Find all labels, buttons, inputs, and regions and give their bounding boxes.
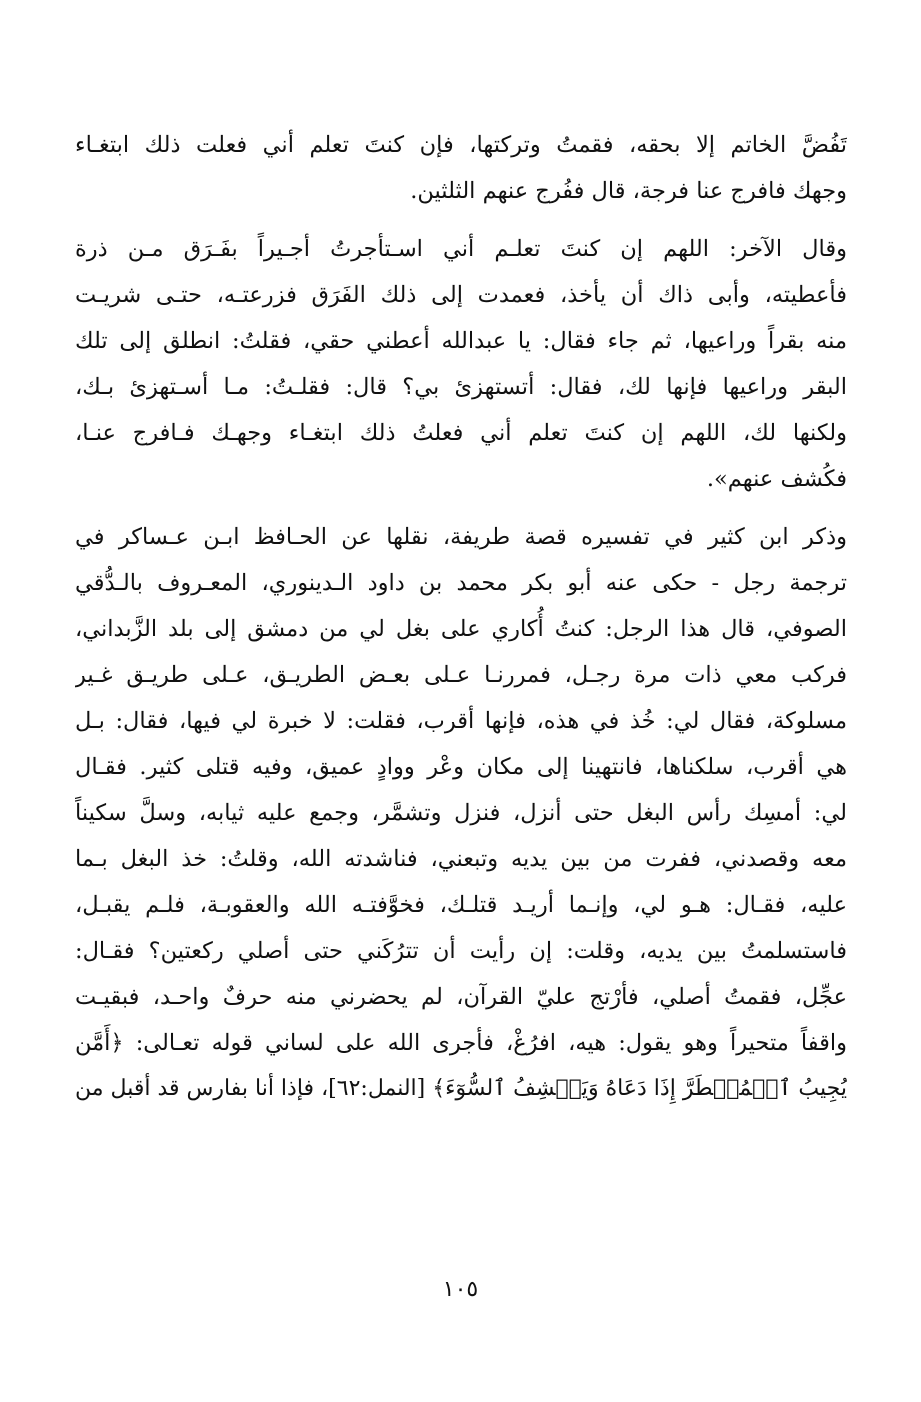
text-line: وذكر ابن كثير في تفسيره قصة طريفة، نقلها عن الحـافظ ابـن عـساكر في <box>75 524 847 550</box>
text-line: لي: أمسِك رأس البغل حتى أنزل، فنزل وتشمَّر، وجمع عليه ثيابه، وسلَّ سكيناً <box>75 800 847 826</box>
text-line: هي أقرب، سلكناها، فانتهينا إلى مكان وعْر ووادٍ عميق، وفيه قتلى كثير. فقـال <box>75 754 847 780</box>
text-line: الصوفي، قال هذا الرجل: كنتُ أُكاري على بغل لي من دمشق إلى بلد الزَّبداني، <box>75 616 847 642</box>
text-line: وجهك فافرج عنا فرجة، قال ففُرج عنهم الثلثين. <box>410 178 847 204</box>
text-line: البقر وراعيها فإنها لك، فقال: أتستهزئ بي؟ قال: فقلـتُ: مـا أسـتهزئ بـك، <box>75 374 847 400</box>
text-line: مسلوكة، فقال لي: خُذ في هذه، فإنها أقرب، فقلت: لا خبرة لي فيها، فقال: بـل <box>75 708 847 734</box>
text-line: فركب معي ذات مرة رجـل، فمررنـا عـلى بعـض الطريـق، عـلى طريـق غـير <box>75 662 847 688</box>
text-line: ولكنها لك، اللهم إن كنتَ تعلم أني فعلتُ ذلك ابتغـاء وجهـك فـافرج عنـا، <box>75 420 847 446</box>
text-line: فاستسلمتُ بين يديه، وقلت: إن رأيت أن تترُكَني حتى أصلي ركعتين؟ فقـال: <box>75 938 847 964</box>
text-line: معه وقصدني، ففرت من بين يديه وتبعني، فناشدته الله، وقلتُ: خذ البغل بـما <box>75 846 847 872</box>
text-line: عجِّل، فقمتُ أصلي، فأرْتج عليّ القرآن، لم يحضرني منه حرفٌ واحـد، فبقيـت <box>75 984 847 1010</box>
text-line: عليه، فقـال: هـو لي، وإنـما أريـد قتلـك، فخوَّفتـه الله والعقوبـة، فلـم يقبـل، <box>75 892 847 918</box>
text-line: يُجِيبُ ٱلۡمُضۡطَرَّ إِذَا دَعَاهُ وَيَكۡشِفُ ٱلسُّوٓءَ﴾ [النمل:٦٢]، فإذا أنا بفارس قد أقبل من <box>75 1076 847 1101</box>
text-line: تَفُضَّ الخاتم إلا بحقه، فقمتُ وتركتها، فإن كنتَ تعلم أني فعلت ذلك ابتغـاء <box>75 132 847 158</box>
text-line: وقال الآخر: اللهم إن كنتَ تعلـم أني اسـتأجرتُ أجـيراً بفَـرَق مـن ذرة <box>75 236 847 262</box>
paragraph <box>75 226 847 502</box>
text-line: فأعطيته، وأبى ذاك أن يأخذ، فعمدت إلى ذلك الفَرَق فزرعتـه، حتـى شريـت <box>75 282 847 308</box>
text-line: فكُشف عنهم». <box>706 466 847 492</box>
page-number: ١٠٥ <box>442 1277 479 1302</box>
paragraph <box>75 514 847 1112</box>
text-line: واقفاً متحيراً وهو يقول: هيه، افرُغْ، فأجرى الله على لساني قوله تعـالى: ﴿أَمَّن <box>75 1030 847 1056</box>
text-line: منه بقراً وراعيها، ثم جاء فقال: يا عبدالله أعطني حقي، فقلتُ: انطلق إلى تلك <box>75 328 847 354</box>
paragraph <box>75 122 847 214</box>
text-line: ترجمة رجل - حكى عنه أبو بكر محمد بن داود الـدينوري، المعـروف بالـدُّقي <box>75 570 847 596</box>
body-text <box>75 122 847 1112</box>
